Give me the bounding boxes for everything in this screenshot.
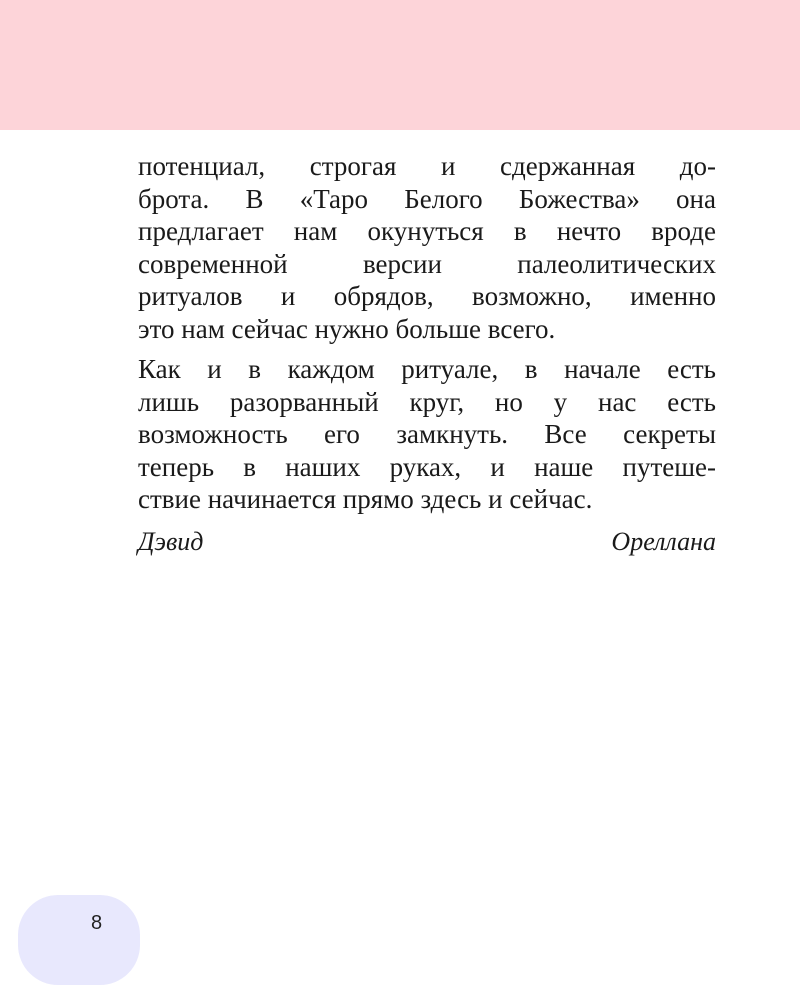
text-line: Как и в каждом ритуале, в начале есть bbox=[138, 354, 716, 384]
text-line: лишь разорванный круг, но у нас есть bbox=[138, 386, 716, 417]
text-line: теперь в наших руках, и наше путеше- bbox=[138, 451, 716, 482]
body-text bbox=[138, 150, 716, 558]
text-line: ритуалов и обрядов, возможно, именно bbox=[138, 281, 716, 311]
paragraph-2 bbox=[138, 353, 716, 516]
text-line: современной версии палеолитических bbox=[138, 248, 716, 279]
text-line: возможность его замкнуть. Все секреты bbox=[138, 419, 716, 449]
top-decorative-band bbox=[0, 0, 800, 130]
page-number-tab bbox=[18, 895, 140, 985]
text-line: это нам сейчас нужно больше всего. bbox=[138, 313, 556, 344]
text-line: брота. В «Таро Белого Божества» она bbox=[138, 183, 716, 214]
paragraph-1 bbox=[138, 150, 716, 345]
text-line: предлагает нам окунуться в нечто вроде bbox=[138, 216, 716, 246]
author-signature: Дэвид Ореллана bbox=[138, 526, 716, 556]
page-number: 8 bbox=[91, 912, 103, 934]
text-line: ствие начинается прямо здесь и сейчас. bbox=[138, 484, 593, 514]
text-line: потенциал, строгая и сдержанная до- bbox=[138, 151, 716, 181]
